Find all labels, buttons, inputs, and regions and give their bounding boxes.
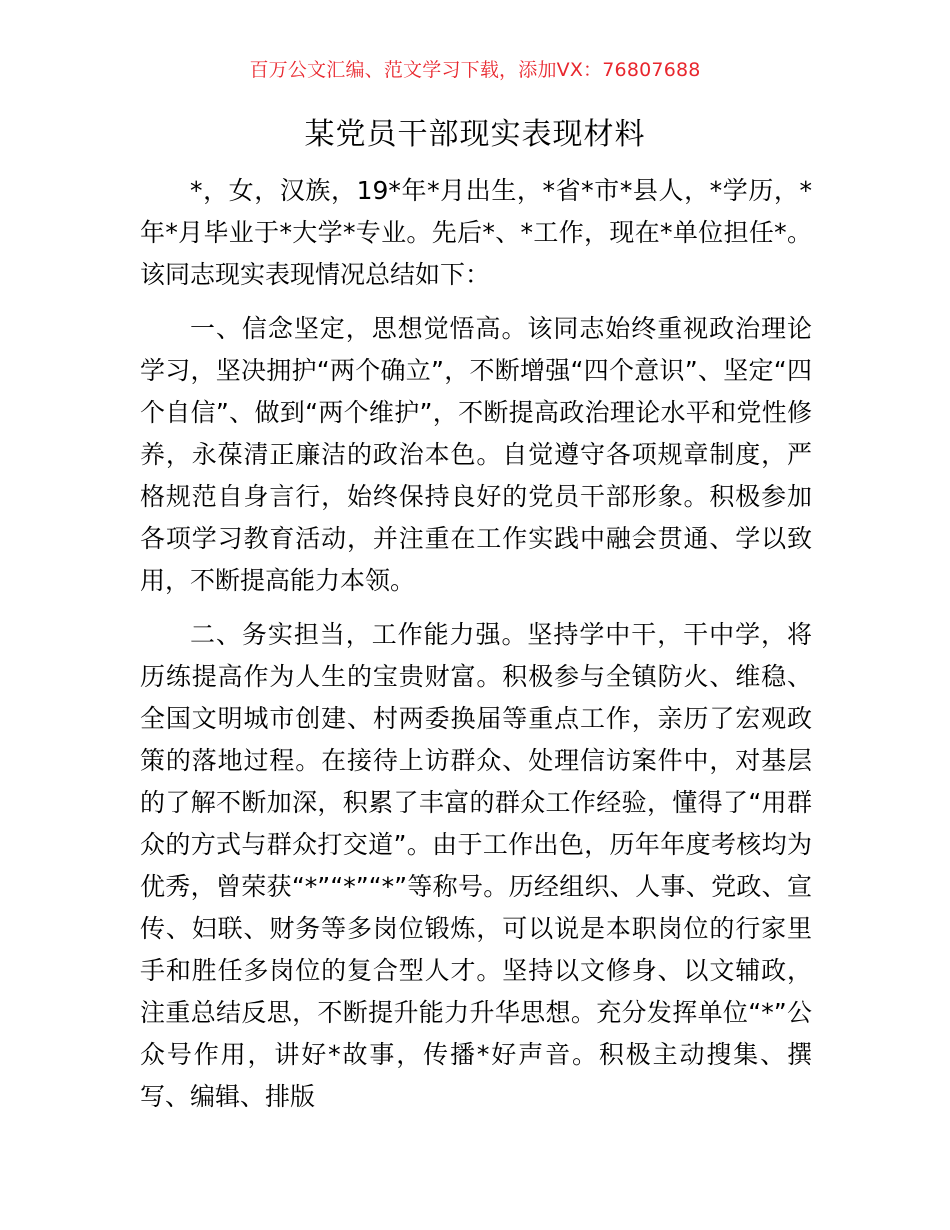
page-title: 某党员干部现实表现材料 (304, 117, 646, 152)
header-ad-text: 百万公文汇编、范文学习下载，添加VX：76807688 (249, 59, 701, 81)
paragraph-section-1: 一、信念坚定，思想觉悟高。该同志始终重视政治理论学习，坚决拥护“两个确立”，不断增强“四个意识”、坚定“四个自信”、做到“两个维护”，不断提高政治理论水平和党性修养，永葆清正廉洁的政治本色。自觉遵守各项规章制度，严格规范自身言行，始终保持良好的党员干部形象。积极参加各项学习教育活动，并注重在工作实践中融会贯通、学以致用，不断提高能力本领。 (140, 314, 812, 595)
paragraph-intro: *，女，汉族，19*年*月出生，*省*市*县人，*学历，*年*月毕业于*大学*专业。先后*、*工作，现在*单位担任*。该同志现实表现情况总结如下： (140, 176, 812, 289)
paragraph-section-2: 二、务实担当，工作能力强。坚持学中干，干中学，将历练提高作为人生的宝贵财富。积极参与全镇防火、维稳、全国文明城市创建、村两委换届等重点工作，亲历了宏观政策的落地过程。在接待上访群众、处理信访案件中，对基层的了解不断加深，积累了丰富的群众工作经验，懂得了“用群众的方式与群众打交道”。由于工作出色，历年年度考核均为优秀，曾荣获“*”“*”“*”等称号。历经组织、人事、党政、宣传、妇联、财务等多岗位锻炼，可以说是本职岗位的行家里手和胜任多岗位的复合型人才。坚持以文修身、以文辅政，注重总结反思，不断提升能力升华思想。充分发挥单位“*”公众号作用，讲好*故事，传播*好声音。积极主动搜集、撰写、编辑、排版 (140, 620, 812, 1111)
document-body (140, 170, 812, 1118)
